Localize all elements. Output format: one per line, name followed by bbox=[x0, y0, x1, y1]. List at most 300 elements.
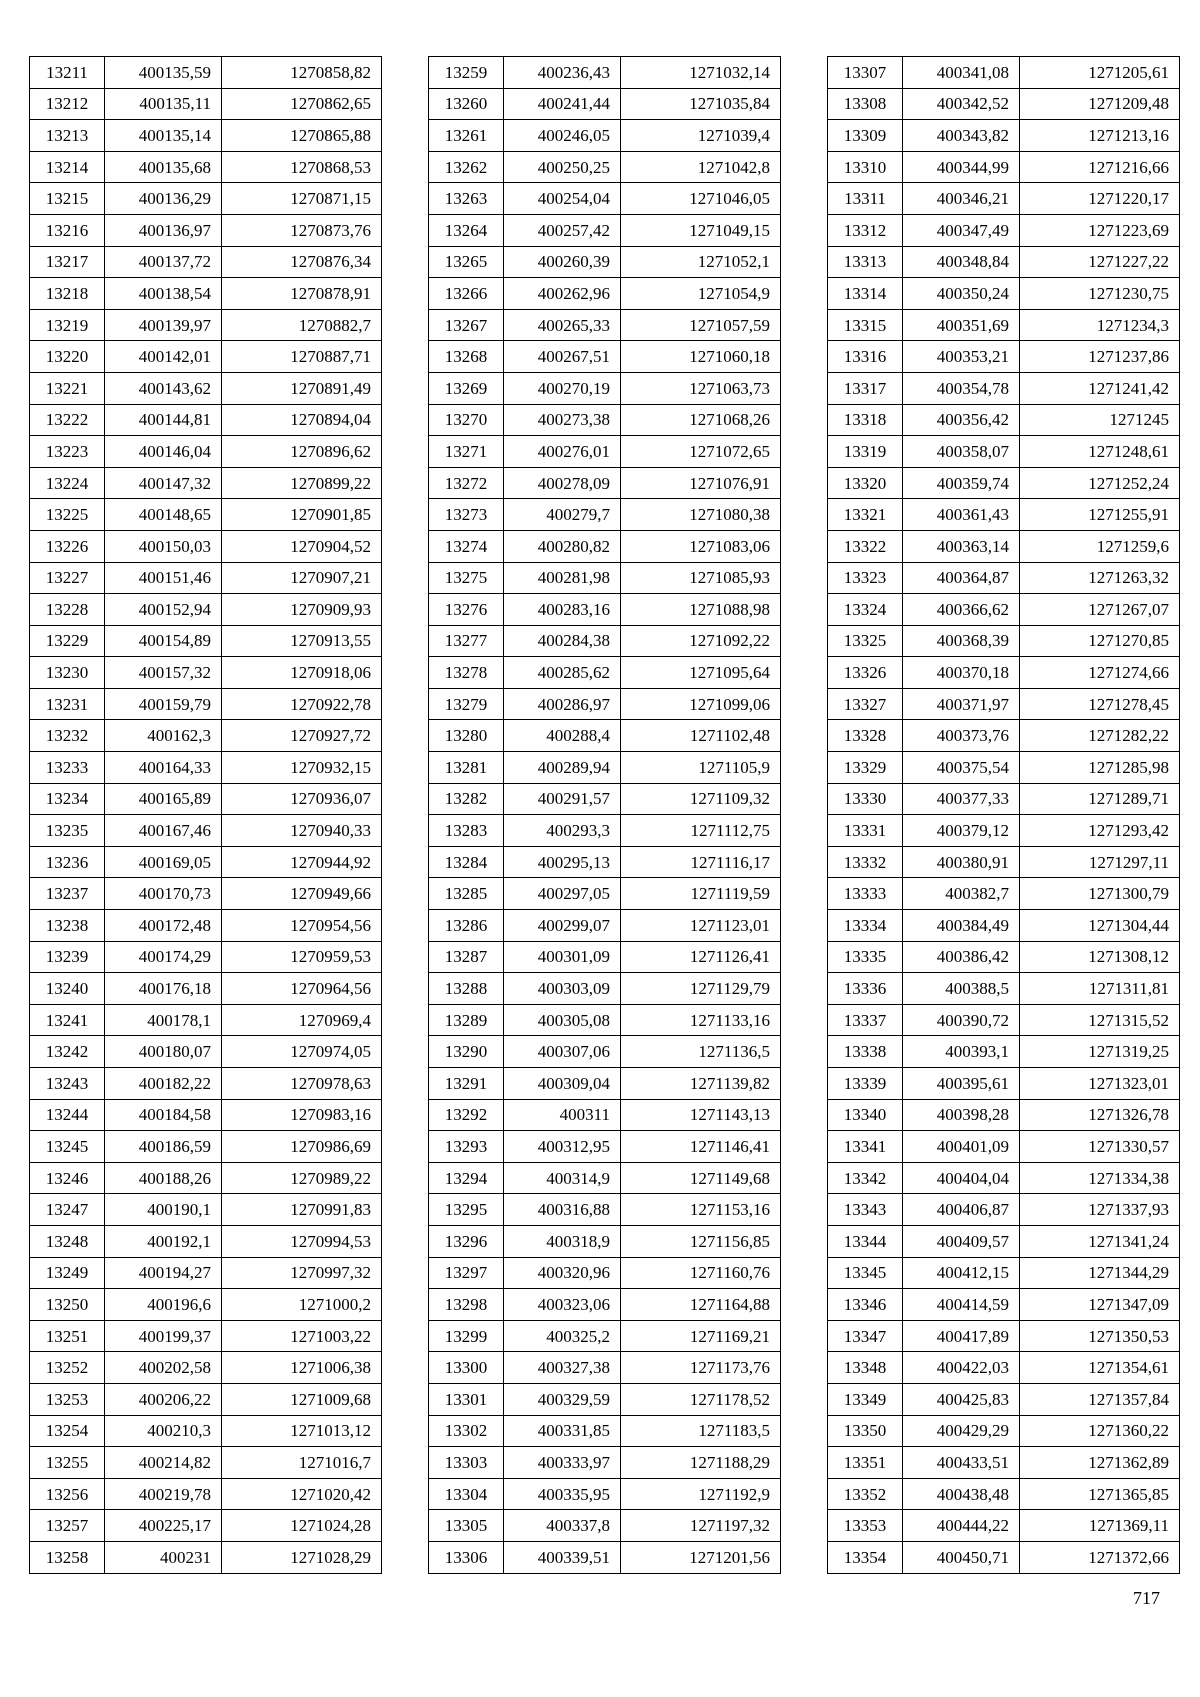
point-number-cell: 13232 bbox=[30, 720, 105, 752]
point-number-cell: 13340 bbox=[828, 1099, 903, 1131]
point-number-cell: 13306 bbox=[429, 1541, 504, 1573]
page-number: 717 bbox=[1133, 1588, 1160, 1608]
x-coordinate-cell: 400429,29 bbox=[903, 1415, 1020, 1447]
point-number-cell: 13310 bbox=[828, 151, 903, 183]
point-number-cell: 13301 bbox=[429, 1383, 504, 1415]
y-coordinate-cell: 1271060,18 bbox=[621, 341, 781, 373]
x-coordinate-cell: 400390,72 bbox=[903, 1004, 1020, 1036]
y-coordinate-cell: 1270918,06 bbox=[222, 657, 382, 689]
x-coordinate-cell: 400368,39 bbox=[903, 625, 1020, 657]
y-coordinate-cell: 1271282,22 bbox=[1020, 720, 1180, 752]
table-row bbox=[429, 878, 781, 910]
y-coordinate-cell: 1270959,53 bbox=[222, 941, 382, 973]
y-coordinate-cell: 1270978,63 bbox=[222, 1068, 382, 1100]
y-coordinate-cell: 1270974,05 bbox=[222, 1036, 382, 1068]
y-coordinate-cell: 1271126,41 bbox=[621, 941, 781, 973]
coordinates-table-1 bbox=[29, 56, 382, 1574]
y-coordinate-cell: 1270882,7 bbox=[222, 309, 382, 341]
table-row bbox=[30, 878, 382, 910]
x-coordinate-cell: 400135,14 bbox=[105, 120, 222, 152]
y-coordinate-cell: 1271227,22 bbox=[1020, 246, 1180, 278]
point-number-cell: 13341 bbox=[828, 1131, 903, 1163]
point-number-cell: 13221 bbox=[30, 372, 105, 404]
table-row bbox=[30, 1478, 382, 1510]
x-coordinate-cell: 400135,11 bbox=[105, 88, 222, 120]
table-row bbox=[30, 1225, 382, 1257]
x-coordinate-cell: 400382,7 bbox=[903, 878, 1020, 910]
y-coordinate-cell: 1271049,15 bbox=[621, 214, 781, 246]
table-row bbox=[30, 657, 382, 689]
table-row bbox=[828, 467, 1180, 499]
y-coordinate-cell: 1271072,65 bbox=[621, 436, 781, 468]
x-coordinate-cell: 400279,7 bbox=[504, 499, 621, 531]
y-coordinate-cell: 1270994,53 bbox=[222, 1225, 382, 1257]
x-coordinate-cell: 400152,94 bbox=[105, 594, 222, 626]
point-number-cell: 13289 bbox=[429, 1004, 504, 1036]
point-number-cell: 13243 bbox=[30, 1068, 105, 1100]
y-coordinate-cell: 1271319,25 bbox=[1020, 1036, 1180, 1068]
table-row bbox=[429, 1415, 781, 1447]
table-row bbox=[828, 499, 1180, 531]
point-number-cell: 13233 bbox=[30, 752, 105, 784]
y-coordinate-cell: 1271248,61 bbox=[1020, 436, 1180, 468]
y-coordinate-cell: 1271230,75 bbox=[1020, 278, 1180, 310]
point-number-cell: 13273 bbox=[429, 499, 504, 531]
table-row bbox=[828, 688, 1180, 720]
y-coordinate-cell: 1271241,42 bbox=[1020, 372, 1180, 404]
table-row bbox=[828, 720, 1180, 752]
point-number-cell: 13288 bbox=[429, 973, 504, 1005]
point-number-cell: 13326 bbox=[828, 657, 903, 689]
table-row bbox=[828, 1383, 1180, 1415]
table-row bbox=[30, 499, 382, 531]
y-coordinate-cell: 1270858,82 bbox=[222, 57, 382, 89]
table-row bbox=[828, 341, 1180, 373]
x-coordinate-cell: 400146,04 bbox=[105, 436, 222, 468]
point-number-cell: 13245 bbox=[30, 1131, 105, 1163]
x-coordinate-cell: 400281,98 bbox=[504, 562, 621, 594]
x-coordinate-cell: 400417,89 bbox=[903, 1320, 1020, 1352]
x-coordinate-cell: 400297,05 bbox=[504, 878, 621, 910]
table-row bbox=[30, 941, 382, 973]
x-coordinate-cell: 400341,08 bbox=[903, 57, 1020, 89]
x-coordinate-cell: 400250,25 bbox=[504, 151, 621, 183]
table-row bbox=[429, 278, 781, 310]
point-number-cell: 13338 bbox=[828, 1036, 903, 1068]
y-coordinate-cell: 1270907,21 bbox=[222, 562, 382, 594]
y-coordinate-cell: 1270969,4 bbox=[222, 1004, 382, 1036]
x-coordinate-cell: 400136,97 bbox=[105, 214, 222, 246]
y-coordinate-cell: 1271153,16 bbox=[621, 1194, 781, 1226]
table-row bbox=[30, 530, 382, 562]
table-row bbox=[429, 1162, 781, 1194]
y-coordinate-cell: 1271112,75 bbox=[621, 815, 781, 847]
point-number-cell: 13280 bbox=[429, 720, 504, 752]
y-coordinate-cell: 1271267,07 bbox=[1020, 594, 1180, 626]
table-row bbox=[30, 214, 382, 246]
y-coordinate-cell: 1271216,66 bbox=[1020, 151, 1180, 183]
y-coordinate-cell: 1270991,83 bbox=[222, 1194, 382, 1226]
y-coordinate-cell: 1270997,32 bbox=[222, 1257, 382, 1289]
table-row bbox=[30, 467, 382, 499]
table-row bbox=[30, 720, 382, 752]
x-coordinate-cell: 400333,97 bbox=[504, 1447, 621, 1479]
x-coordinate-cell: 400450,71 bbox=[903, 1541, 1020, 1573]
x-coordinate-cell: 400433,51 bbox=[903, 1447, 1020, 1479]
y-coordinate-cell: 1271085,93 bbox=[621, 562, 781, 594]
table-row bbox=[828, 1162, 1180, 1194]
point-number-cell: 13277 bbox=[429, 625, 504, 657]
x-coordinate-cell: 400425,83 bbox=[903, 1383, 1020, 1415]
x-coordinate-cell: 400231 bbox=[105, 1541, 222, 1573]
table-row bbox=[30, 436, 382, 468]
table-row bbox=[429, 88, 781, 120]
x-coordinate-cell: 400192,1 bbox=[105, 1225, 222, 1257]
x-coordinate-cell: 400165,89 bbox=[105, 783, 222, 815]
y-coordinate-cell: 1271092,22 bbox=[621, 625, 781, 657]
table-row bbox=[429, 341, 781, 373]
point-number-cell: 13241 bbox=[30, 1004, 105, 1036]
y-coordinate-cell: 1271000,2 bbox=[222, 1289, 382, 1321]
point-number-cell: 13333 bbox=[828, 878, 903, 910]
y-coordinate-cell: 1271334,38 bbox=[1020, 1162, 1180, 1194]
y-coordinate-cell: 1270868,53 bbox=[222, 151, 382, 183]
table-row bbox=[30, 688, 382, 720]
y-coordinate-cell: 1271129,79 bbox=[621, 973, 781, 1005]
y-coordinate-cell: 1271042,8 bbox=[621, 151, 781, 183]
x-coordinate-cell: 400438,48 bbox=[903, 1478, 1020, 1510]
table-row bbox=[429, 120, 781, 152]
x-coordinate-cell: 400143,62 bbox=[105, 372, 222, 404]
point-number-cell: 13337 bbox=[828, 1004, 903, 1036]
x-coordinate-cell: 400265,33 bbox=[504, 309, 621, 341]
table-row bbox=[828, 372, 1180, 404]
point-number-cell: 13327 bbox=[828, 688, 903, 720]
point-number-cell: 13339 bbox=[828, 1068, 903, 1100]
y-coordinate-cell: 1271178,52 bbox=[621, 1383, 781, 1415]
y-coordinate-cell: 1270986,69 bbox=[222, 1131, 382, 1163]
y-coordinate-cell: 1271365,85 bbox=[1020, 1478, 1180, 1510]
point-number-cell: 13312 bbox=[828, 214, 903, 246]
x-coordinate-cell: 400154,89 bbox=[105, 625, 222, 657]
y-coordinate-cell: 1271263,32 bbox=[1020, 562, 1180, 594]
point-number-cell: 13268 bbox=[429, 341, 504, 373]
table-row bbox=[429, 941, 781, 973]
table-row bbox=[828, 183, 1180, 215]
x-coordinate-cell: 400148,65 bbox=[105, 499, 222, 531]
y-coordinate-cell: 1271109,32 bbox=[621, 783, 781, 815]
point-number-cell: 13351 bbox=[828, 1447, 903, 1479]
point-number-cell: 13304 bbox=[429, 1478, 504, 1510]
y-coordinate-cell: 1271300,79 bbox=[1020, 878, 1180, 910]
x-coordinate-cell: 400366,62 bbox=[903, 594, 1020, 626]
y-coordinate-cell: 1271209,48 bbox=[1020, 88, 1180, 120]
x-coordinate-cell: 400325,2 bbox=[504, 1320, 621, 1352]
point-number-cell: 13250 bbox=[30, 1289, 105, 1321]
x-coordinate-cell: 400358,07 bbox=[903, 436, 1020, 468]
y-coordinate-cell: 1271024,28 bbox=[222, 1510, 382, 1542]
table-row bbox=[429, 1541, 781, 1573]
table-row bbox=[429, 657, 781, 689]
y-coordinate-cell: 1271105,9 bbox=[621, 752, 781, 784]
point-number-cell: 13345 bbox=[828, 1257, 903, 1289]
x-coordinate-cell: 400246,05 bbox=[504, 120, 621, 152]
x-coordinate-cell: 400167,46 bbox=[105, 815, 222, 847]
x-coordinate-cell: 400354,78 bbox=[903, 372, 1020, 404]
table-row bbox=[828, 878, 1180, 910]
table-row bbox=[828, 404, 1180, 436]
y-coordinate-cell: 1271201,56 bbox=[621, 1541, 781, 1573]
table-row bbox=[30, 1068, 382, 1100]
point-number-cell: 13311 bbox=[828, 183, 903, 215]
table-row bbox=[30, 910, 382, 942]
x-coordinate-cell: 400150,03 bbox=[105, 530, 222, 562]
x-coordinate-cell: 400135,59 bbox=[105, 57, 222, 89]
x-coordinate-cell: 400335,95 bbox=[504, 1478, 621, 1510]
point-number-cell: 13346 bbox=[828, 1289, 903, 1321]
x-coordinate-cell: 400406,87 bbox=[903, 1194, 1020, 1226]
y-coordinate-cell: 1271362,89 bbox=[1020, 1447, 1180, 1479]
x-coordinate-cell: 400316,88 bbox=[504, 1194, 621, 1226]
point-number-cell: 13258 bbox=[30, 1541, 105, 1573]
point-number-cell: 13244 bbox=[30, 1099, 105, 1131]
point-number-cell: 13329 bbox=[828, 752, 903, 784]
x-coordinate-cell: 400280,82 bbox=[504, 530, 621, 562]
point-number-cell: 13247 bbox=[30, 1194, 105, 1226]
x-coordinate-cell: 400412,15 bbox=[903, 1257, 1020, 1289]
table-row bbox=[30, 1510, 382, 1542]
x-coordinate-cell: 400276,01 bbox=[504, 436, 621, 468]
x-coordinate-cell: 400138,54 bbox=[105, 278, 222, 310]
y-coordinate-cell: 1271164,88 bbox=[621, 1289, 781, 1321]
x-coordinate-cell: 400283,16 bbox=[504, 594, 621, 626]
coordinates-table-3 bbox=[827, 56, 1180, 1574]
y-coordinate-cell: 1271020,42 bbox=[222, 1478, 382, 1510]
point-number-cell: 13253 bbox=[30, 1383, 105, 1415]
x-coordinate-cell: 400236,43 bbox=[504, 57, 621, 89]
point-number-cell: 13214 bbox=[30, 151, 105, 183]
table-row bbox=[828, 278, 1180, 310]
x-coordinate-cell: 400312,95 bbox=[504, 1131, 621, 1163]
table-row bbox=[429, 1036, 781, 1068]
y-coordinate-cell: 1271149,68 bbox=[621, 1162, 781, 1194]
table-row bbox=[429, 720, 781, 752]
y-coordinate-cell: 1271293,42 bbox=[1020, 815, 1180, 847]
table-row bbox=[429, 57, 781, 89]
point-number-cell: 13313 bbox=[828, 246, 903, 278]
table-row bbox=[30, 246, 382, 278]
point-number-cell: 13320 bbox=[828, 467, 903, 499]
point-number-cell: 13255 bbox=[30, 1447, 105, 1479]
x-coordinate-cell: 400375,54 bbox=[903, 752, 1020, 784]
table-row bbox=[429, 1099, 781, 1131]
point-number-cell: 13291 bbox=[429, 1068, 504, 1100]
point-number-cell: 13224 bbox=[30, 467, 105, 499]
point-number-cell: 13278 bbox=[429, 657, 504, 689]
x-coordinate-cell: 400184,58 bbox=[105, 1099, 222, 1131]
table-row bbox=[30, 372, 382, 404]
table-row bbox=[429, 688, 781, 720]
table-row bbox=[828, 88, 1180, 120]
table-row bbox=[828, 1447, 1180, 1479]
y-coordinate-cell: 1271213,16 bbox=[1020, 120, 1180, 152]
point-number-cell: 13325 bbox=[828, 625, 903, 657]
point-number-cell: 13307 bbox=[828, 57, 903, 89]
table-row bbox=[429, 372, 781, 404]
y-coordinate-cell: 1271028,29 bbox=[222, 1541, 382, 1573]
x-coordinate-cell: 400371,97 bbox=[903, 688, 1020, 720]
x-coordinate-cell: 400270,19 bbox=[504, 372, 621, 404]
table-row bbox=[828, 973, 1180, 1005]
table-row bbox=[30, 404, 382, 436]
table-row bbox=[30, 846, 382, 878]
x-coordinate-cell: 400196,6 bbox=[105, 1289, 222, 1321]
y-coordinate-cell: 1271311,81 bbox=[1020, 973, 1180, 1005]
point-number-cell: 13287 bbox=[429, 941, 504, 973]
table-row bbox=[429, 246, 781, 278]
point-number-cell: 13282 bbox=[429, 783, 504, 815]
point-number-cell: 13220 bbox=[30, 341, 105, 373]
table-row bbox=[30, 594, 382, 626]
table-row bbox=[30, 783, 382, 815]
x-coordinate-cell: 400301,09 bbox=[504, 941, 621, 973]
point-number-cell: 13234 bbox=[30, 783, 105, 815]
y-coordinate-cell: 1271323,01 bbox=[1020, 1068, 1180, 1100]
y-coordinate-cell: 1271088,98 bbox=[621, 594, 781, 626]
x-coordinate-cell: 400284,38 bbox=[504, 625, 621, 657]
point-number-cell: 13314 bbox=[828, 278, 903, 310]
table-row bbox=[30, 120, 382, 152]
point-number-cell: 13212 bbox=[30, 88, 105, 120]
y-coordinate-cell: 1271344,29 bbox=[1020, 1257, 1180, 1289]
table-row bbox=[828, 783, 1180, 815]
y-coordinate-cell: 1270887,71 bbox=[222, 341, 382, 373]
point-number-cell: 13238 bbox=[30, 910, 105, 942]
table-row bbox=[828, 1225, 1180, 1257]
point-number-cell: 13246 bbox=[30, 1162, 105, 1194]
x-coordinate-cell: 400199,37 bbox=[105, 1320, 222, 1352]
point-number-cell: 13298 bbox=[429, 1289, 504, 1321]
x-coordinate-cell: 400323,06 bbox=[504, 1289, 621, 1321]
table-row bbox=[429, 1257, 781, 1289]
point-number-cell: 13300 bbox=[429, 1352, 504, 1384]
table-row bbox=[30, 1352, 382, 1384]
x-coordinate-cell: 400262,96 bbox=[504, 278, 621, 310]
table-row bbox=[429, 594, 781, 626]
point-number-cell: 13290 bbox=[429, 1036, 504, 1068]
y-coordinate-cell: 1271116,17 bbox=[621, 846, 781, 878]
point-number-cell: 13240 bbox=[30, 973, 105, 1005]
point-number-cell: 13256 bbox=[30, 1478, 105, 1510]
point-number-cell: 13323 bbox=[828, 562, 903, 594]
table-row bbox=[429, 309, 781, 341]
y-coordinate-cell: 1270922,78 bbox=[222, 688, 382, 720]
y-coordinate-cell: 1270927,72 bbox=[222, 720, 382, 752]
y-coordinate-cell: 1270873,76 bbox=[222, 214, 382, 246]
table-row bbox=[828, 910, 1180, 942]
x-coordinate-cell: 400172,48 bbox=[105, 910, 222, 942]
point-number-cell: 13293 bbox=[429, 1131, 504, 1163]
point-number-cell: 13328 bbox=[828, 720, 903, 752]
y-coordinate-cell: 1270936,07 bbox=[222, 783, 382, 815]
table-row bbox=[828, 562, 1180, 594]
y-coordinate-cell: 1271259,6 bbox=[1020, 530, 1180, 562]
x-coordinate-cell: 400331,85 bbox=[504, 1415, 621, 1447]
y-coordinate-cell: 1271146,41 bbox=[621, 1131, 781, 1163]
point-number-cell: 13257 bbox=[30, 1510, 105, 1542]
y-coordinate-cell: 1271006,38 bbox=[222, 1352, 382, 1384]
y-coordinate-cell: 1271188,29 bbox=[621, 1447, 781, 1479]
table-row bbox=[828, 1131, 1180, 1163]
x-coordinate-cell: 400176,18 bbox=[105, 973, 222, 1005]
table-row bbox=[30, 752, 382, 784]
point-number-cell: 13315 bbox=[828, 309, 903, 341]
y-coordinate-cell: 1270901,85 bbox=[222, 499, 382, 531]
x-coordinate-cell: 400142,01 bbox=[105, 341, 222, 373]
x-coordinate-cell: 400309,04 bbox=[504, 1068, 621, 1100]
table-row bbox=[30, 1257, 382, 1289]
x-coordinate-cell: 400285,62 bbox=[504, 657, 621, 689]
point-number-cell: 13248 bbox=[30, 1225, 105, 1257]
point-number-cell: 13237 bbox=[30, 878, 105, 910]
x-coordinate-cell: 400359,74 bbox=[903, 467, 1020, 499]
y-coordinate-cell: 1270964,56 bbox=[222, 973, 382, 1005]
table-row bbox=[828, 657, 1180, 689]
x-coordinate-cell: 400380,91 bbox=[903, 846, 1020, 878]
y-coordinate-cell: 1271341,24 bbox=[1020, 1225, 1180, 1257]
table-row bbox=[429, 1320, 781, 1352]
x-coordinate-cell: 400157,32 bbox=[105, 657, 222, 689]
table-row bbox=[30, 1541, 382, 1573]
y-coordinate-cell: 1270878,91 bbox=[222, 278, 382, 310]
table-row bbox=[30, 1036, 382, 1068]
x-coordinate-cell: 400307,06 bbox=[504, 1036, 621, 1068]
table-row bbox=[429, 973, 781, 1005]
point-number-cell: 13251 bbox=[30, 1320, 105, 1352]
x-coordinate-cell: 400356,42 bbox=[903, 404, 1020, 436]
point-number-cell: 13239 bbox=[30, 941, 105, 973]
table-row bbox=[30, 815, 382, 847]
table-row bbox=[828, 1194, 1180, 1226]
point-number-cell: 13235 bbox=[30, 815, 105, 847]
point-number-cell: 13322 bbox=[828, 530, 903, 562]
x-coordinate-cell: 400174,29 bbox=[105, 941, 222, 973]
x-coordinate-cell: 400225,17 bbox=[105, 1510, 222, 1542]
y-coordinate-cell: 1271054,9 bbox=[621, 278, 781, 310]
point-number-cell: 13218 bbox=[30, 278, 105, 310]
x-coordinate-cell: 400404,04 bbox=[903, 1162, 1020, 1194]
x-coordinate-cell: 400186,59 bbox=[105, 1131, 222, 1163]
point-number-cell: 13279 bbox=[429, 688, 504, 720]
y-coordinate-cell: 1271095,64 bbox=[621, 657, 781, 689]
table-row bbox=[429, 404, 781, 436]
y-coordinate-cell: 1271068,26 bbox=[621, 404, 781, 436]
point-number-cell: 13230 bbox=[30, 657, 105, 689]
x-coordinate-cell: 400342,52 bbox=[903, 88, 1020, 120]
x-coordinate-cell: 400344,99 bbox=[903, 151, 1020, 183]
table-row bbox=[828, 151, 1180, 183]
table-row bbox=[30, 1447, 382, 1479]
table-row bbox=[30, 278, 382, 310]
x-coordinate-cell: 400314,9 bbox=[504, 1162, 621, 1194]
point-number-cell: 13223 bbox=[30, 436, 105, 468]
y-coordinate-cell: 1271197,32 bbox=[621, 1510, 781, 1542]
table-row bbox=[429, 530, 781, 562]
table-row bbox=[828, 1541, 1180, 1573]
table-row bbox=[828, 1352, 1180, 1384]
x-coordinate-cell: 400348,84 bbox=[903, 246, 1020, 278]
table-row bbox=[429, 499, 781, 531]
